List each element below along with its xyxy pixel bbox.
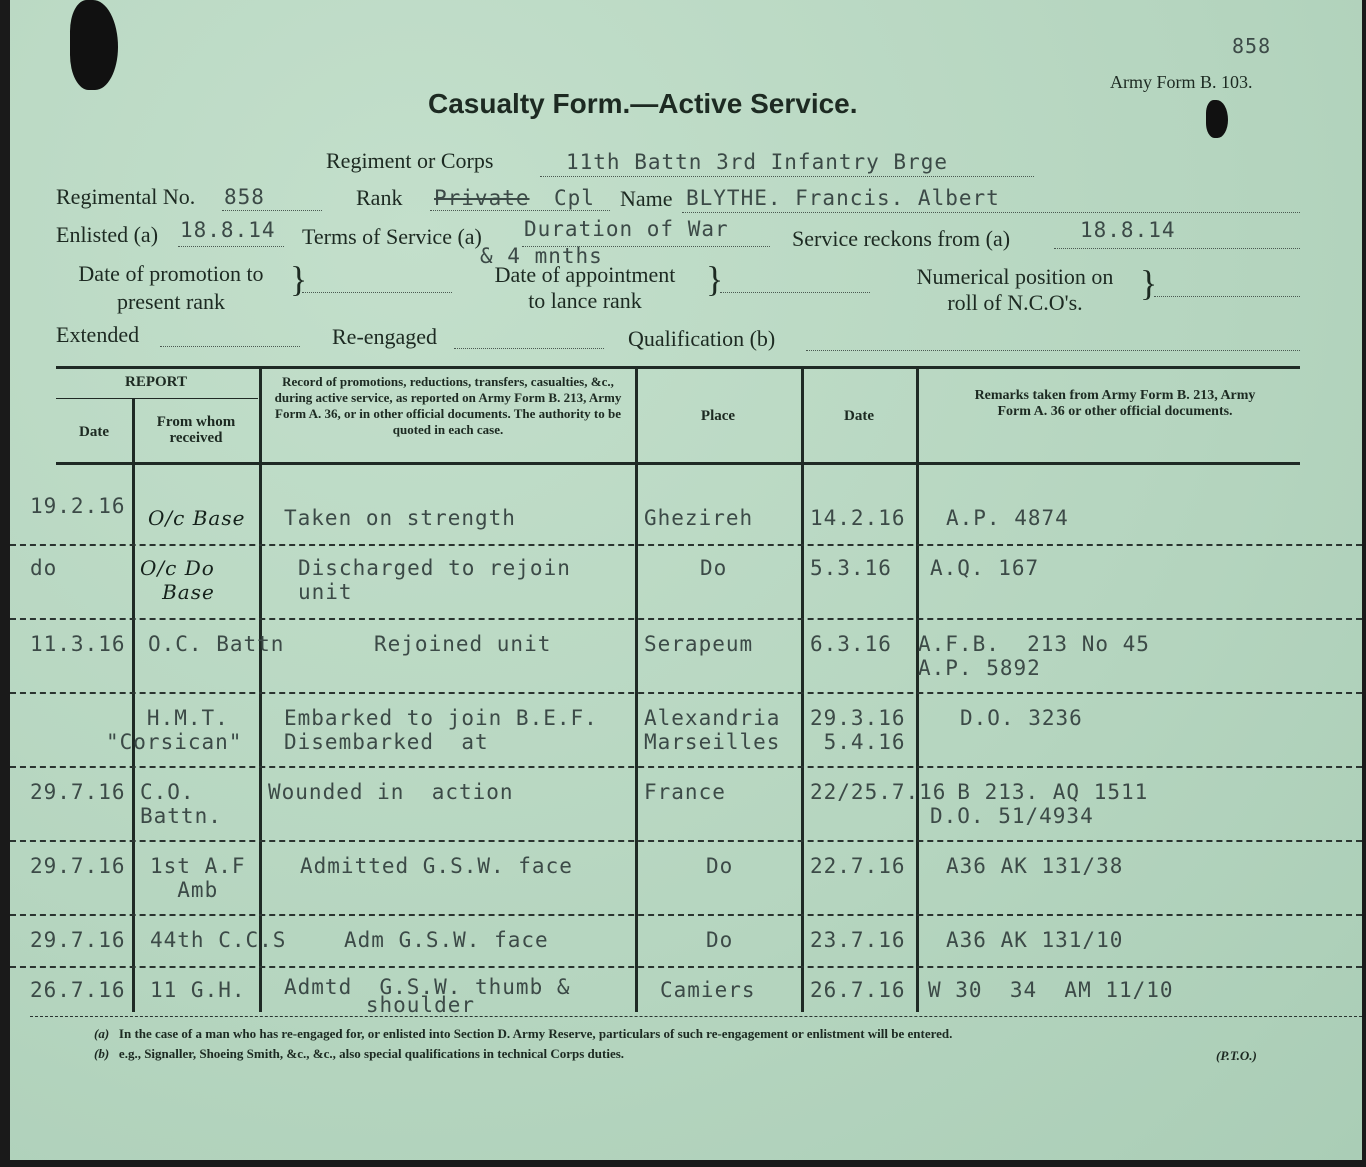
table-top-rule	[56, 366, 1300, 369]
table-row-8-date: 26.7.16	[810, 978, 906, 1002]
regimental-no-value: 858	[224, 185, 265, 209]
table-row-3-date: 6.3.16	[810, 632, 892, 656]
table-row-6-from: 1st A.F Amb	[150, 854, 246, 902]
table-row-1-from: O/c Base	[148, 506, 246, 530]
terms-value-cont: & 4 mnths	[480, 244, 603, 268]
regiment-value: 11th Battn 3rd Infantry Brge	[566, 150, 949, 174]
table-row-7-date: 23.7.16	[810, 928, 906, 952]
table-row-3-record: Rejoined unit	[374, 632, 552, 656]
table-row-4-date: 29.3.16 5.4.16	[810, 706, 906, 754]
footnote-a: (a) In the case of a man who has re-engaged for, or enlisted into Section D. Army Reserve, particulars of such re-engagement or enlistment will be entered.	[94, 1026, 953, 1041]
table-row-8-record: Admtd G.S.W. thumb & shoulder	[284, 975, 571, 1017]
table-row-8-from: 11 G.H.	[150, 978, 246, 1002]
table-row-6-record: Admitted G.S.W. face	[300, 854, 573, 878]
table-row-2-date: 5.3.16	[810, 556, 892, 580]
table-row-4-from: H.M.T. "Corsican"	[106, 706, 243, 754]
nco-position-label: Numerical position on roll of N.C.O's.	[916, 264, 1114, 315]
page-title: Casualty Form.—Active Service.	[428, 88, 858, 119]
qualification-label: Qualification (b)	[628, 326, 776, 351]
table-row-4-place: Alexandria Marseilles	[644, 706, 781, 754]
table-row-1-record: Taken on strength	[284, 506, 516, 530]
rank-label: Rank	[356, 185, 403, 210]
table-row-7-place: Do	[706, 928, 734, 952]
col-remarks-header: Remarks taken from Army Form B. 213, Army Form A. 36 or other official documents.	[974, 388, 1256, 419]
army-form-id: Army Form B. 103.	[1110, 72, 1253, 92]
ink-stain	[1206, 100, 1228, 138]
enlisted-value: 18.8.14	[180, 218, 276, 242]
table-row-7-remarks: A36 AK 131/10	[946, 928, 1124, 952]
ink-stain	[70, 0, 118, 90]
table-row-8-remarks: W 30 34 AM 11/10	[928, 978, 1174, 1002]
table-row-6-place: Do	[706, 854, 734, 878]
table-row-8-place: Camiers	[660, 978, 756, 1002]
regimental-no-label: Regimental No.	[56, 184, 196, 209]
lance-appointment-label: Date of appointment to lance rank	[494, 262, 676, 313]
terms-label: Terms of Service (a)	[302, 224, 482, 249]
table-row-1-date: 14.2.16	[810, 506, 906, 530]
rank-value: Cpl	[554, 186, 595, 210]
col-place-header: Place	[700, 408, 736, 424]
col-from-header: From whom received	[156, 414, 236, 446]
form-page-number: 858	[1232, 34, 1272, 58]
table-row-3-report-date: 11.3.16	[30, 632, 126, 656]
enlisted-label: Enlisted (a)	[56, 222, 159, 247]
table-row-4-record: Embarked to join B.E.F. Disembarked at	[284, 706, 598, 754]
service-reckons-value: 18.8.14	[1080, 218, 1176, 242]
casualty-form-sheet: 858 Army Form B. 103. Casualty Form.—Active Service. Regiment or Corps 11th Battn 3rd Infantry Brge Regimental No. 858 Rank Private Cpl Name BLYTHE. Francis. Albert Enlisted (a) 18.8.14 Terms of Service (a) Duration of War & 4 mnths Service reckons from (a) 18.8.14 Date of promotion to present rank } Date of appointment to lance rank } Numerical position on roll of N.C.O's. } Extended Re-engaged Qualification (b) REPORT Date From whom received Record of promotions, reductions, transfers, casualties, &c., during active service, as reported on Army Form B. 213, Army Form A. 36, or in other official documents. The authority to be quoted in each case. Place Date Remarks taken from Army Form B. 213, Army Form A. 36 or other official documents. 19.2.16 O/c Base Taken on strength Ghezireh 14.2.16 A.P. 4874 do O/c Do Base Discharged to rejoin unit Do 5.3.16 A.Q. 167 11.3.16 O.C. Battn Rejoined unit Serapeum 6.3.16 A.F.B. 213 No 45 A.P. 5892 H.M.T. "Corsican" Embarked to join B.E.F. Disembarked at Alexandria Marseilles 29.3.16 5.4.16 D.O. 3236 29.7.16 C.O. Battn. Wounded in action France 22/25.7.16 B 213. AQ 1511 D.O. 51/4934 29.7.16 1st A.F Amb Admitted G.S.W. face Do 22.7.16 A36 AK 131/38 29.7.16 44th C.C.S Adm G.S.W. face Do 23.7.16 A36 AK 131/10 26.7.16 11 G.H. Admtd G.S.W. thumb & shoulder Camiers 26.7.16 W 30 34 AM 11/10 (a) In the case of a man who has re-engaged for, or enlisted into Section D. Army Reserve, particulars of such re-engagement or enlistment will be entered. (b) e.g., Signaller, Shoeing Smith, &c., &c., also special qualifications in technical Corps duties. (P.T.O.)	[10, 0, 1362, 1160]
table-row-6-report-date: 29.7.16	[30, 854, 126, 878]
col-record-header: Record of promotions, reductions, transfers, casualties, &c., during active service, as reported on Army Form B. 213, Army Form A. 36, or in other official documents. The authority to be quoted in each case.	[274, 374, 622, 437]
table-row-2-record: Discharged to rejoin unit	[298, 556, 571, 604]
footnote-b: (b) e.g., Signaller, Shoeing Smith, &c., &c., also special qualifications in technical Corps duties.	[94, 1046, 625, 1061]
table-row-1-report-date: 19.2.16	[30, 494, 126, 518]
col-date-header: Date	[79, 424, 109, 440]
table-row-5-date: 22/25.7.16	[810, 780, 947, 804]
name-label: Name	[620, 186, 673, 211]
table-row-7-record: Adm G.S.W. face	[344, 928, 549, 952]
table-row-4-remarks: D.O. 3236	[960, 706, 1083, 730]
table-row-7-report-date: 29.7.16	[30, 928, 126, 952]
table-row-2-remarks: A.Q. 167	[930, 556, 1040, 580]
table-row-2-from: O/c Do Base	[140, 556, 215, 604]
table-row-3-place: Serapeum	[644, 632, 754, 656]
regiment-label: Regiment or Corps	[326, 148, 494, 173]
table-row-6-date: 22.7.16	[810, 854, 906, 878]
table-row-5-remarks: B 213. AQ 1511 D.O. 51/4934	[930, 780, 1149, 828]
promotion-date-label: Date of promotion to present rank	[78, 261, 264, 314]
service-reckons-label: Service reckons from (a)	[792, 226, 1011, 251]
table-row-5-from: C.O. Battn.	[140, 780, 222, 828]
table-row-1-place: Ghezireh	[644, 506, 754, 530]
col-date2-header: Date	[844, 408, 874, 424]
table-row-1-remarks: A.P. 4874	[946, 506, 1069, 530]
table-row-6-remarks: A36 AK 131/38	[946, 854, 1124, 878]
table-header-rule	[56, 462, 1300, 465]
table-row-5-report-date: 29.7.16	[30, 780, 126, 804]
table-row-2-report-date: do	[30, 556, 58, 580]
table-row-8-report-date: 26.7.16	[30, 978, 126, 1002]
name-value: BLYTHE. Francis. Albert	[686, 186, 1000, 210]
table-row-2-place: Do	[700, 556, 728, 580]
terms-value: Duration of War	[524, 217, 729, 241]
table-row-3-remarks: A.F.B. 213 No 45 A.P. 5892	[918, 632, 1150, 680]
extended-label: Extended	[56, 322, 140, 347]
rank-struck-value: Private	[434, 186, 530, 210]
pto-note: (P.T.O.)	[1216, 1048, 1257, 1063]
col-report-header: REPORT	[125, 374, 187, 390]
reengaged-label: Re-engaged	[332, 324, 438, 349]
table-row-5-place: France	[644, 780, 726, 804]
table-row-3-from: O.C. Battn	[148, 632, 285, 656]
table-row-5-record: Wounded in action	[268, 780, 514, 804]
table-row-7-from: 44th C.C.S	[150, 928, 287, 952]
